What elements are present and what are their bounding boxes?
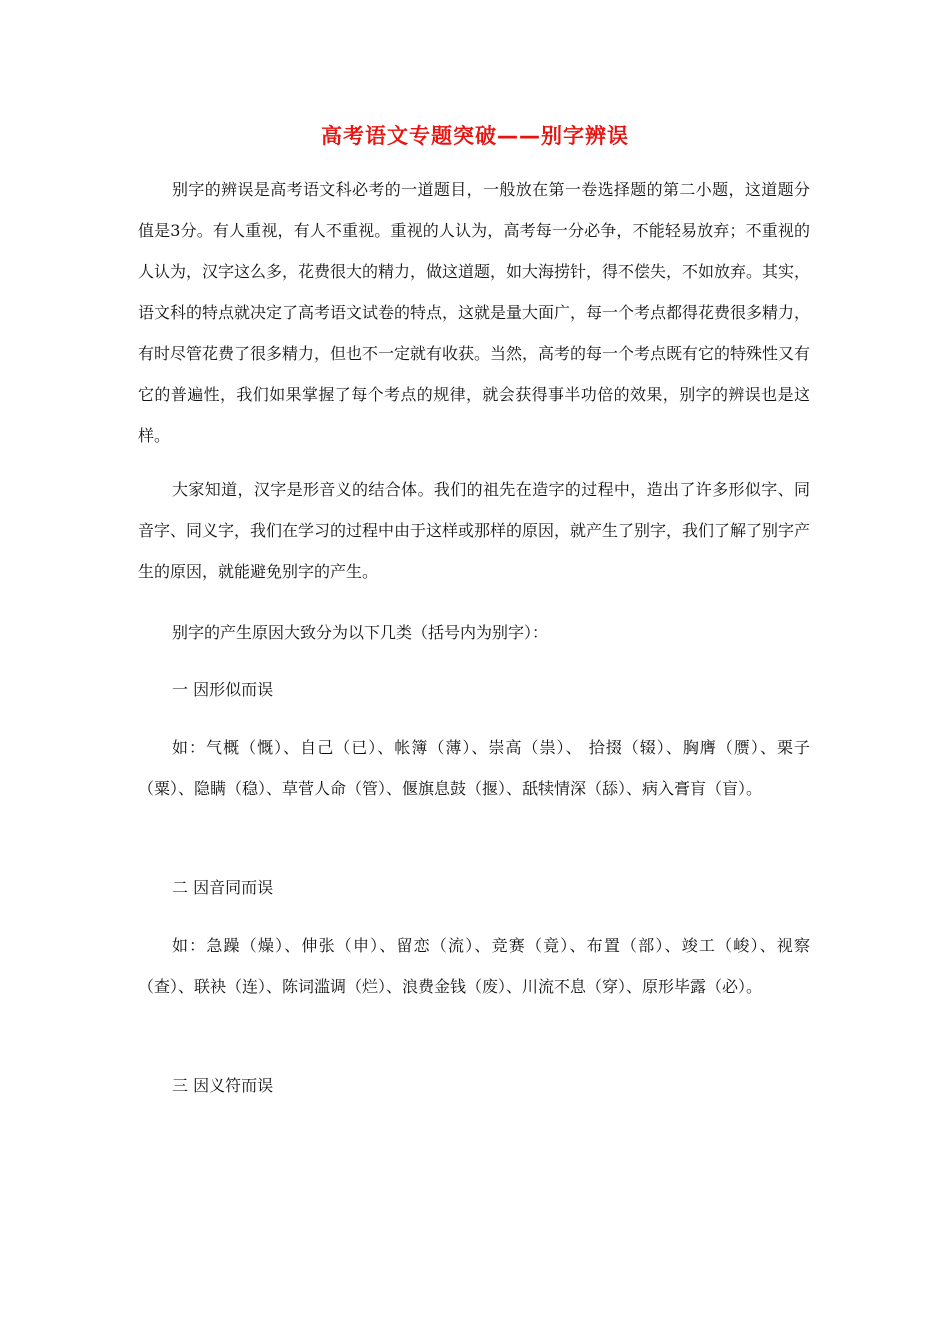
document-title: 高考语文专题突破——别字辨误 <box>321 124 629 148</box>
categories-intro-paragraph: 别字的产生原因大致分为以下几类（括号内为别字）： <box>172 623 549 642</box>
section-heading-same-sound: 二 因音同而误 <box>172 878 274 897</box>
section-heading-shape-similarity: 一 因形似而误 <box>172 680 274 699</box>
section-examples-same-sound: 如：急躁（燥）、伸张（申）、留恋（流）、竞赛（竟）、布置（部）、竣工（峻）、视察（查）、联袂（连）、陈词滥调（烂）、浪费金钱（废）、川流不息（穿）、原形毕露（必）。 <box>138 936 810 996</box>
section-examples-shape-similarity: 如：气概（慨）、自己（已）、帐簿（薄）、崇高（祟）、 拾掇（辍）、胸膺（赝）、栗子（粟）、隐瞒（稳）、草菅人命（管）、偃旗息鼓（揠）、舐犊情深（舔）、病入膏肓（盲）。 <box>138 738 810 798</box>
origin-paragraph: 大家知道，汉字是形音义的结合体。我们的祖先在造字的过程中，造出了许多形似字、同音字、同义字，我们在学习的过程中由于这样或那样的原因，就产生了别字，我们了解了别字产生的原因，就能避免别字的产生。 <box>138 480 811 581</box>
intro-paragraph: 别字的辨误是高考语文科必考的一道题目，一般放在第一卷选择题的第二小题，这道题分值是3分。有人重视，有人不重视。重视的人认为，高考每一分必争，不能轻易放弃；不重视的人认为，汉字这么多，花费很大的精力，做这道题，如大海捞针，得不偿失，不如放弃。其实，语文科的特点就决定了高考语文试卷的特点，这就是量大面广，每一个考点都得花费很多精力，有时尽管花费了很多精力，但也不一定就有收获。当然，高考的每一个考点既有它的特殊性又有它的普遍性，我们如果掌握了每个考点的规律，就会获得事半功倍的效果，别字的辨误也是这样。 <box>138 180 811 445</box>
section-heading-meaning-radical: 三 因义符而误 <box>172 1076 274 1095</box>
